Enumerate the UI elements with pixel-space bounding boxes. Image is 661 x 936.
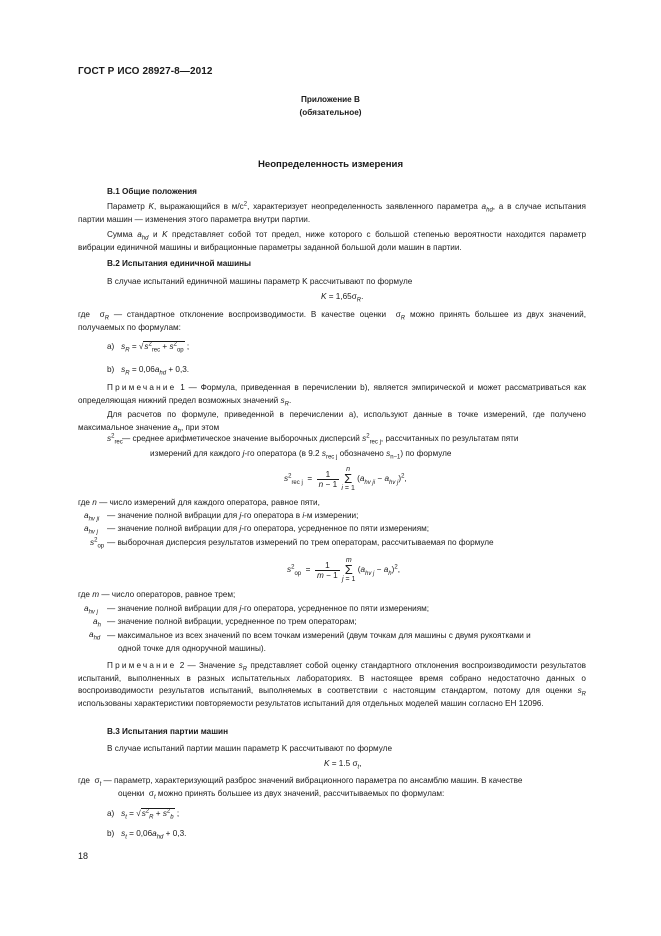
b2-item-a: а) $s_R = √s^2_{rec} + s^2_{op}$ ; [107, 341, 190, 354]
def-ahvj: — значение полной вибрации для j-го оператора, усредненное по пяти измерениям; [107, 524, 430, 533]
def-srec-cont: измерений для каждого j-го оператора (в 9.2 $s_{rec j}$ обозначено $s_{n-1}$) по формуле [150, 449, 452, 461]
symbol-srec: $s^2_{rec}$ [107, 433, 123, 446]
formula-k-batch: K = 1.5 $\sigma_t$, [324, 759, 362, 771]
b2-paragraph-1: В случае испытаний единичной машины параметр K рассчитывают по формуле [107, 277, 413, 286]
symbol-ahvji: $a_{hv ji}$ [84, 511, 100, 523]
b2-calc-paragraph: Для расчетов по формуле, приведенной в перечислении а), используют данные в точке измерений, где получено максимальное значение $a_h$, при этом [78, 410, 586, 435]
where-m: где m — число операторов, равное трем; [78, 590, 236, 599]
symbol-ahvj-2: $a_{hv j}$ [84, 604, 98, 616]
symbol-ahvj: $a_{hv j}$ [84, 524, 98, 536]
b3-item-a: а) $s_t = √s^2_R + s^2_b$ ; [107, 808, 180, 821]
section-b1-heading: В.1 Общие положения [107, 187, 197, 196]
item-b-label: b) [107, 365, 115, 374]
appendix-status: (обязательное) [299, 108, 362, 117]
symbol-ah: $a_h$ [93, 617, 101, 629]
def-srec: — среднее арифметическое значение выборочных дисперсий $s^2_{rec j}$, рассчитанных по результатам пяти [122, 433, 519, 446]
symbol-sop: $s^2_{op}$ [90, 537, 105, 550]
standard-header: ГОСТ Р ИСО 28927-8—2012 [78, 66, 213, 77]
def-ah: — значение полной вибрации, усредненное по трем операторам; [107, 617, 357, 626]
b2-where-sigma: где $\sigma_R$ — стандартное отклонение воспроизводимости. В качестве оценки $\sigma_R$ можно принять большее из двух значений, получаемых по формулам: [78, 310, 586, 332]
b2-item-b: b) $s_R = 0,06a_{hd} + 0,3$. [107, 365, 190, 377]
item-a-label: а) [107, 342, 115, 351]
b3-where-sigma: где $\sigma_t$ — параметр, характеризующий разброс значений вибрационного параметра по ансамблю машин. В качестве оценки $\sigma_t$ можно принять большее из двух значений, рассчитываемых по формулам: [78, 776, 523, 801]
def-ahvji: — значение полной вибрации для j-го оператора в i-м измерении; [107, 511, 359, 520]
def-ahvj-2: — значение полной вибрации для j-го оператора, усредненное по пяти измерениям; [107, 604, 430, 613]
symbol-ahd: $a_{hd}$ [89, 630, 101, 642]
page-number: 18 [78, 851, 89, 861]
b1-paragraph-1: Параметр K, выражающийся в $м/с^2$, характеризует неопределенность заявленного параметра $a_{hd}$, а в случае испытания партии машин — изменения этого параметра внутри партии. [78, 201, 586, 224]
note-1: Примечание 1 — Формула, приведенная в перечислении b), является эмпирической и может рассматриваться как определяющая нижний предел возможных значений $s_R$. [78, 383, 586, 408]
where-n: где n — число измерений для каждого оператора, равное пяти, [78, 498, 320, 507]
b3-paragraph-1: В случае испытаний партии машин параметр K рассчитывают по формуле [107, 744, 393, 753]
def-sop: — выборочная дисперсия результатов измерений по трем операторам, рассчитываемая по формуле [107, 538, 494, 547]
formula-srec: $s^2_{rec j}$ = $\frac{1}{n - 1}$ n Σ i = 1 $(a_{hv ji} - a_{hv j})^2$, [284, 466, 407, 492]
b3-item-b: b) $s_t = 0,06a_{hd} + 0,3$. [107, 829, 187, 841]
note-2: Примечание 2 — Значение $s_R$ представляет собой оценку стандартного отклонения воспроизводимости результатов испытаний, выполненных в разных испытательных лабораториях. В настоящее время собрано недостаточно данных о воспроизводимости результатов испытаний, выполняемых в соответствии с настоящим стандартом, потому для оценки $s_R$ использованы характеристики повторяемости результатов испытаний для отдельных моделей машин согласно ЕН 12096. [78, 661, 586, 708]
b1-paragraph-2: Сумма $a_{hd}$ и K представляет собой тот предел, ниже которого с большой степенью вероятности находится параметр вибрации единичной машины и вибрационные параметры заданной большой доли машин в партии. [78, 230, 586, 252]
b3-item-a-label: а) [107, 809, 115, 818]
def-ahd: — максимальное из всех значений по всем точкам измерений (двум точкам для машины с двумя рукоятками и одной точке для одноручной машины). [107, 631, 531, 653]
b3-item-b-label: b) [107, 829, 115, 838]
section-b2-heading: В.2 Испытания единичной машины [107, 259, 252, 268]
formula-k-single: $K = 1,65\sigma_R$. [321, 292, 364, 304]
formula-sop: $s^2_{op}$ = $\frac{1}{m - 1}$ m Σ j = 1 $(a_{hv j} - a_h)^2$, [287, 557, 400, 583]
section-b3-heading: В.3 Испытания партии машин [107, 727, 229, 736]
appendix-title: Приложение В [301, 95, 360, 104]
main-title: Неопределенность измерения [257, 159, 404, 170]
